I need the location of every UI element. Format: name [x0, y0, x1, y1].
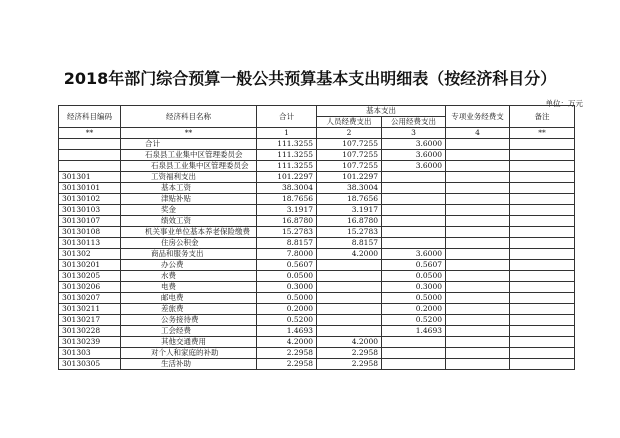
name-cell: 石泉县工业集中区管理委员会 [121, 161, 257, 172]
public-cell: 3.6000 [382, 139, 446, 150]
personnel-cell: 15.2783 [317, 227, 382, 238]
table-row [59, 249, 575, 260]
total-cell: 1.4693 [257, 326, 317, 337]
code-cell: 30130101 [59, 183, 121, 194]
remark-cell [510, 282, 575, 293]
special-cell [446, 326, 510, 337]
remark-cell [510, 172, 575, 183]
total-cell: 2.2958 [257, 348, 317, 359]
code-cell: 30130107 [59, 216, 121, 227]
public-cell [382, 172, 446, 183]
public-cell: 0.0500 [382, 271, 446, 282]
public-cell [382, 337, 446, 348]
personnel-cell [317, 293, 382, 304]
header-basic: 基本支出 [317, 106, 446, 117]
name-cell: 商品和服务支出 [121, 249, 257, 260]
public-cell: 3.6000 [382, 249, 446, 260]
remark-cell [510, 161, 575, 172]
table-row [59, 183, 575, 194]
code-cell [59, 161, 121, 172]
code-cell [59, 150, 121, 161]
header-personnel: 人员经费支出 [317, 117, 382, 128]
total-cell: 111.3255 [257, 161, 317, 172]
code-cell: 30130108 [59, 227, 121, 238]
table-row [59, 172, 575, 183]
name-cell: 住房公积金 [121, 238, 257, 249]
total-cell: 18.7656 [257, 194, 317, 205]
page-title: 2018年部门综合预算一般公共预算基本支出明细表（按经济科目分） [63, 69, 557, 88]
total-cell: 0.5607 [257, 260, 317, 271]
special-cell [446, 293, 510, 304]
total-cell: 2.2958 [257, 359, 317, 370]
header-public: 公用经费支出 [382, 117, 446, 128]
name-cell: 合计 [121, 139, 257, 150]
personnel-cell: 2.2958 [317, 348, 382, 359]
special-cell [446, 205, 510, 216]
personnel-cell [317, 304, 382, 315]
code-cell: 30130217 [59, 315, 121, 326]
remark-cell [510, 139, 575, 150]
name-cell: 生活补助 [121, 359, 257, 370]
name-cell: 奖金 [121, 205, 257, 216]
personnel-cell: 107.7255 [317, 150, 382, 161]
special-cell [446, 238, 510, 249]
total-cell: 0.5200 [257, 315, 317, 326]
code-cell [59, 139, 121, 150]
header-special: 专项业务经费支 [446, 106, 510, 128]
public-cell: 0.3000 [382, 282, 446, 293]
index-cell: 2 [317, 128, 382, 139]
public-cell [382, 205, 446, 216]
remark-cell [510, 183, 575, 194]
index-cell: 4 [446, 128, 510, 139]
name-cell: 差旅费 [121, 304, 257, 315]
remark-cell [510, 315, 575, 326]
name-cell: 对个人和家庭的补助 [121, 348, 257, 359]
special-cell [446, 315, 510, 326]
unit-label: 单位：万元 [545, 99, 583, 108]
table-row [59, 304, 575, 315]
table-row [59, 271, 575, 282]
personnel-cell: 8.8157 [317, 238, 382, 249]
header-remark: 备注 [510, 106, 575, 128]
public-cell [382, 216, 446, 227]
special-cell [446, 150, 510, 161]
public-cell [382, 238, 446, 249]
table-row [59, 194, 575, 205]
name-cell: 电费 [121, 282, 257, 293]
index-cell: ** [121, 128, 257, 139]
personnel-cell: 3.1917 [317, 205, 382, 216]
header-code: 经济科目编码 [59, 106, 121, 128]
index-cell: 1 [257, 128, 317, 139]
total-cell: 0.2000 [257, 304, 317, 315]
code-cell: 30130207 [59, 293, 121, 304]
total-cell: 38.3004 [257, 183, 317, 194]
special-cell [446, 304, 510, 315]
code-cell: 30130103 [59, 205, 121, 216]
personnel-cell: 18.7656 [317, 194, 382, 205]
total-cell: 101.2297 [257, 172, 317, 183]
special-cell [446, 139, 510, 150]
table-row [59, 293, 575, 304]
table-row [59, 282, 575, 293]
remark-cell [510, 205, 575, 216]
personnel-cell [317, 326, 382, 337]
public-cell [382, 183, 446, 194]
budget-table [58, 105, 575, 370]
remark-cell [510, 348, 575, 359]
public-cell: 0.2000 [382, 304, 446, 315]
code-cell: 301301 [59, 172, 121, 183]
index-cell: ** [510, 128, 575, 139]
personnel-cell: 4.2000 [317, 337, 382, 348]
code-cell: 30130205 [59, 271, 121, 282]
table-row [59, 337, 575, 348]
name-cell: 工会经费 [121, 326, 257, 337]
total-cell: 8.8157 [257, 238, 317, 249]
table-row [59, 238, 575, 249]
personnel-cell: 107.7255 [317, 139, 382, 150]
table-row [59, 139, 575, 150]
special-cell [446, 227, 510, 238]
table-row [59, 348, 575, 359]
public-cell [382, 227, 446, 238]
name-cell: 工资福利支出 [121, 172, 257, 183]
special-cell [446, 161, 510, 172]
table-row [59, 227, 575, 238]
code-cell: 30130102 [59, 194, 121, 205]
code-cell: 30130305 [59, 359, 121, 370]
table-row [59, 205, 575, 216]
personnel-cell: 107.7255 [317, 161, 382, 172]
code-cell: 30130113 [59, 238, 121, 249]
table-row [59, 216, 575, 227]
name-cell: 邮电费 [121, 293, 257, 304]
table-row [59, 315, 575, 326]
special-cell [446, 216, 510, 227]
public-cell: 0.5607 [382, 260, 446, 271]
special-cell [446, 172, 510, 183]
total-cell: 0.3000 [257, 282, 317, 293]
total-cell: 4.2000 [257, 337, 317, 348]
index-cell: 3 [382, 128, 446, 139]
personnel-cell [317, 260, 382, 271]
name-cell: 水费 [121, 271, 257, 282]
remark-cell [510, 337, 575, 348]
header-name: 经济科目名称 [121, 106, 257, 128]
remark-cell [510, 293, 575, 304]
personnel-cell: 101.2297 [317, 172, 382, 183]
remark-cell [510, 150, 575, 161]
special-cell [446, 348, 510, 359]
table-body [59, 139, 575, 370]
public-cell [382, 194, 446, 205]
remark-cell [510, 260, 575, 271]
name-cell: 石泉县工业集中区管理委员会 [121, 150, 257, 161]
total-cell: 111.3255 [257, 139, 317, 150]
remark-cell [510, 249, 575, 260]
public-cell: 1.4693 [382, 326, 446, 337]
remark-cell [510, 238, 575, 249]
special-cell [446, 337, 510, 348]
special-cell [446, 282, 510, 293]
code-cell: 30130201 [59, 260, 121, 271]
table-row [59, 161, 575, 172]
public-cell: 0.5000 [382, 293, 446, 304]
table-row [59, 359, 575, 370]
special-cell [446, 271, 510, 282]
public-cell: 0.5200 [382, 315, 446, 326]
special-cell [446, 194, 510, 205]
total-cell: 111.3255 [257, 150, 317, 161]
remark-cell [510, 304, 575, 315]
remark-cell [510, 271, 575, 282]
index-row [59, 128, 575, 139]
name-cell: 机关事业单位基本养老保险缴费 [121, 227, 257, 238]
header-total: 合计 [257, 106, 317, 128]
public-cell [382, 348, 446, 359]
code-cell: 30130228 [59, 326, 121, 337]
total-cell: 3.1917 [257, 205, 317, 216]
public-cell: 3.6000 [382, 161, 446, 172]
special-cell [446, 359, 510, 370]
code-cell: 30130239 [59, 337, 121, 348]
public-cell: 3.6000 [382, 150, 446, 161]
total-cell: 7.8000 [257, 249, 317, 260]
special-cell [446, 183, 510, 194]
special-cell [446, 249, 510, 260]
total-cell: 15.2783 [257, 227, 317, 238]
name-cell: 公务接待费 [121, 315, 257, 326]
special-cell [446, 260, 510, 271]
code-cell: 301302 [59, 249, 121, 260]
name-cell: 其他交通费用 [121, 337, 257, 348]
total-cell: 0.0500 [257, 271, 317, 282]
personnel-cell [317, 282, 382, 293]
table-row [59, 260, 575, 271]
remark-cell [510, 216, 575, 227]
total-cell: 16.8780 [257, 216, 317, 227]
remark-cell [510, 227, 575, 238]
total-cell: 0.5000 [257, 293, 317, 304]
personnel-cell [317, 315, 382, 326]
personnel-cell: 16.8780 [317, 216, 382, 227]
personnel-cell [317, 271, 382, 282]
name-cell: 绩效工资 [121, 216, 257, 227]
personnel-cell: 38.3004 [317, 183, 382, 194]
personnel-cell: 4.2000 [317, 249, 382, 260]
table-row [59, 150, 575, 161]
code-cell: 30130211 [59, 304, 121, 315]
index-cell: ** [59, 128, 121, 139]
name-cell: 基本工资 [121, 183, 257, 194]
name-cell: 津贴补贴 [121, 194, 257, 205]
code-cell: 30130206 [59, 282, 121, 293]
remark-cell [510, 359, 575, 370]
public-cell [382, 359, 446, 370]
code-cell: 301303 [59, 348, 121, 359]
table-row [59, 326, 575, 337]
remark-cell [510, 326, 575, 337]
remark-cell [510, 194, 575, 205]
name-cell: 办公费 [121, 260, 257, 271]
personnel-cell: 2.2958 [317, 359, 382, 370]
